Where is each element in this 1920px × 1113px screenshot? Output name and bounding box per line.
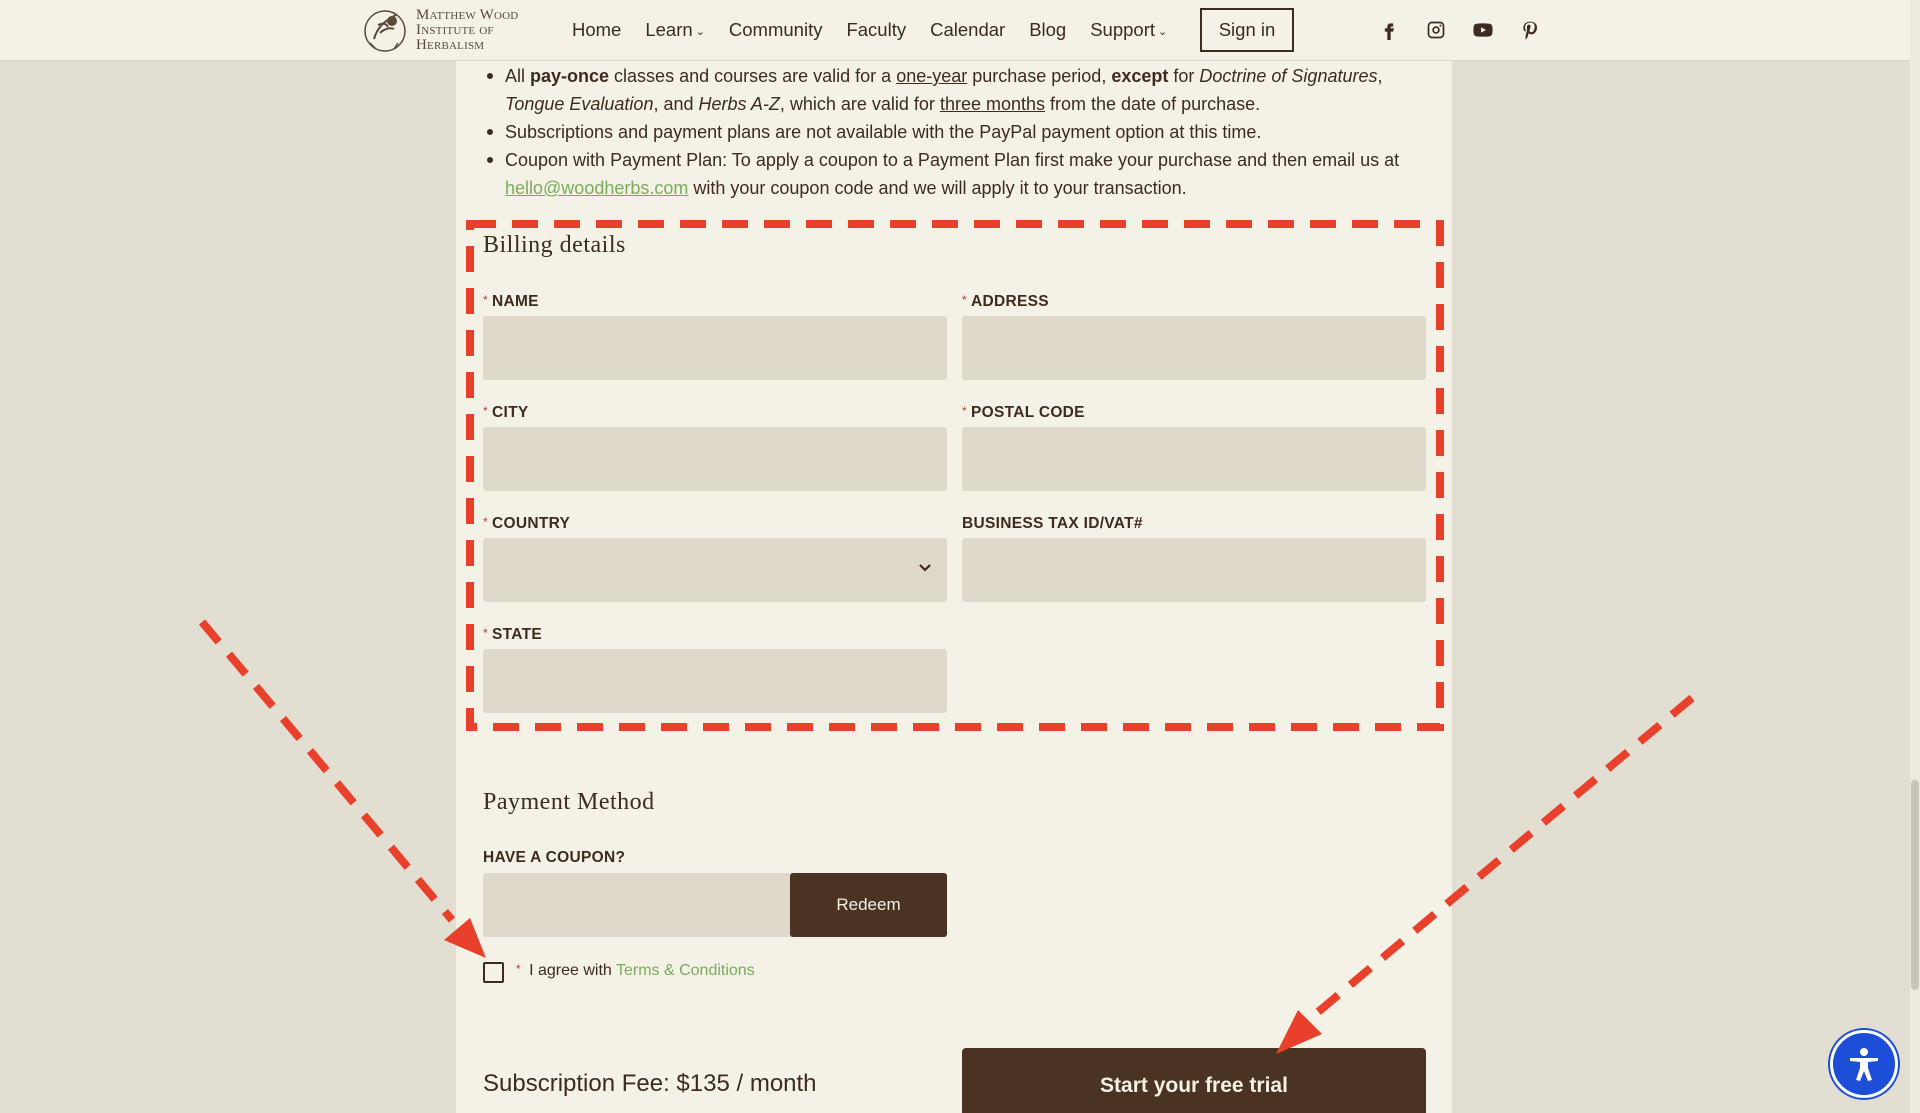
nav-blog-label: Blog — [1029, 19, 1067, 40]
nav-learn[interactable] — [645, 19, 705, 41]
nav-home-label: Home — [572, 19, 622, 40]
city-label: * CITY — [483, 404, 529, 421]
nav-faculty-label: Faculty — [846, 19, 907, 40]
state-field[interactable] — [483, 649, 947, 713]
nav-calendar[interactable] — [930, 19, 1005, 41]
scrollbar-thumb[interactable] — [1911, 780, 1919, 990]
nav-community-label: Community — [728, 19, 823, 40]
terms-checkbox[interactable] — [483, 962, 504, 983]
accessibility-button[interactable] — [1830, 1030, 1898, 1098]
nav-blog[interactable] — [1029, 19, 1066, 41]
instagram-icon[interactable] — [1425, 19, 1447, 41]
site-logo[interactable] — [360, 2, 540, 58]
main-nav — [572, 0, 1191, 60]
pinterest-icon[interactable] — [1519, 19, 1541, 41]
nav-learn-label: Learn — [645, 19, 693, 40]
terms-agree-text: * I agree with Terms & Conditions — [516, 962, 755, 979]
accessibility-icon — [1844, 1044, 1884, 1084]
state-label: * STATE — [483, 626, 542, 643]
city-field[interactable] — [483, 427, 947, 491]
youtube-icon[interactable] — [1472, 19, 1494, 41]
name-field[interactable] — [483, 316, 947, 380]
name-label: * NAME — [483, 293, 539, 310]
purchase-notes — [483, 62, 1423, 202]
vat-field[interactable] — [962, 538, 1426, 602]
country-select[interactable] — [483, 538, 947, 602]
redeem-button[interactable]: Redeem — [790, 873, 947, 937]
postal-code-label: * POSTAL CODE — [962, 404, 1085, 421]
support-email-link[interactable]: hello@woodherbs.com — [505, 178, 689, 198]
chevron-down-icon — [918, 560, 932, 576]
nav-support-label: Support — [1090, 19, 1156, 40]
coupon-input[interactable] — [483, 873, 793, 937]
billing-details-heading: Billing details — [483, 232, 626, 258]
payment-method-heading: Payment Method — [483, 789, 655, 815]
country-label: * COUNTRY — [483, 515, 571, 532]
sign-in-button[interactable]: Sign in — [1200, 8, 1294, 52]
logo-line-2: Institute of — [416, 21, 494, 38]
nav-support[interactable] — [1090, 19, 1167, 41]
coupon-label: HAVE A COUPON? — [483, 849, 626, 866]
note-paypal: Subscriptions and payment plans are not available with the PayPal payment option at this time. — [483, 118, 1423, 146]
nav-community[interactable] — [729, 19, 823, 41]
chevron-down-icon: ⌄ — [1158, 25, 1168, 38]
note-coupon: Coupon with Payment Plan: To apply a coupon to a Payment Plan first make your purchase and then email us at hello@woodherbs.com with your coupon code and we will apply it to your transaction. — [483, 146, 1423, 202]
subscription-fee: Subscription Fee: $135 / month — [483, 1070, 817, 1097]
start-free-trial-button[interactable]: Start your free trial — [962, 1048, 1426, 1113]
postal-code-field[interactable] — [962, 427, 1426, 491]
address-field[interactable] — [962, 316, 1426, 380]
logo-line-1: Matthew Wood — [416, 6, 519, 23]
logo-line-3: Herbalism — [416, 36, 485, 53]
note-validity: All pay-once classes and courses are valid for a one-year purchase period, except for Doctrine of Signatures, Tongue Evaluation, and Herbs A-Z, which are valid for three months from the date of purchase. — [483, 62, 1423, 118]
site-header — [0, 0, 1910, 61]
address-label: * ADDRESS — [962, 293, 1049, 310]
nav-home[interactable] — [572, 19, 621, 41]
logo-text — [416, 8, 518, 53]
chevron-down-icon: ⌄ — [695, 25, 705, 38]
terms-link[interactable]: Terms & Conditions — [615, 962, 755, 979]
nav-faculty[interactable] — [846, 19, 906, 41]
vat-label: BUSINESS TAX ID/VAT# — [962, 515, 1143, 532]
annotation-arrow-left — [202, 622, 452, 920]
facebook-icon[interactable] — [1378, 19, 1400, 41]
nav-calendar-label: Calendar — [930, 19, 1006, 40]
logo-emblem-icon — [360, 3, 410, 57]
